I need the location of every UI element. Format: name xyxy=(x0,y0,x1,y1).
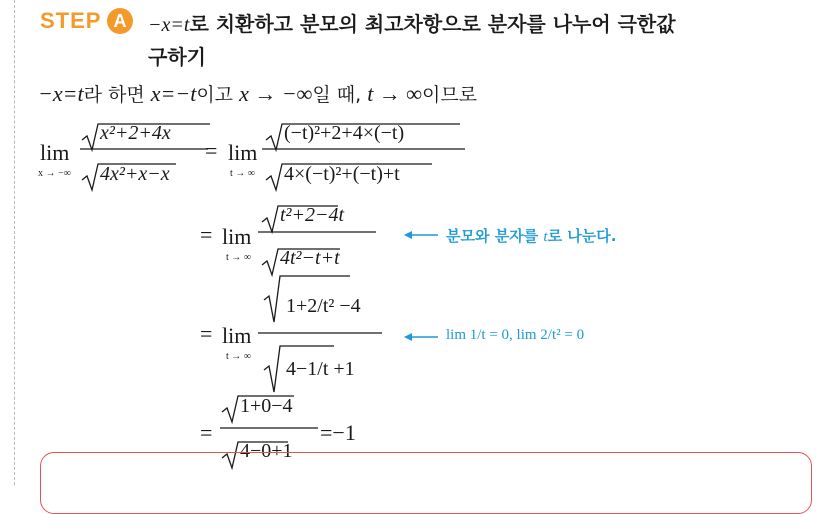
arrow-2-head xyxy=(404,333,412,341)
frac-4-num: 1+2/t² −4 xyxy=(286,295,361,317)
frac-2-den: 4×(−t)²+(−t)+t xyxy=(284,163,400,185)
intro-sub: −x=t xyxy=(38,81,84,106)
intro-text-1: 라 하면 xyxy=(83,84,151,106)
eq-1: = xyxy=(205,138,218,163)
lim-3-sub: t → ∞ xyxy=(226,252,251,263)
equation-line-3 xyxy=(200,276,382,392)
step-label: STEP xyxy=(40,8,102,33)
intro-text-3: 일 때, xyxy=(312,84,368,106)
result: =−1 xyxy=(320,420,356,445)
annotation-limits: lim 1/t = 0, lim 2/t² = 0 xyxy=(446,327,585,343)
equation-line-2 xyxy=(200,204,376,275)
frac-2-num: (−t)²+2+4×(−t) xyxy=(284,122,405,144)
frac-3-num: t²+2−4t xyxy=(280,204,345,226)
step-letter-circle: A xyxy=(107,8,133,34)
heading-math: −x=t xyxy=(148,14,190,36)
frac-1-num: x²+2+4x xyxy=(100,122,171,144)
annotation-1-text2: 로 나눈다. xyxy=(547,227,617,245)
frac-4-den: 4−1/t +1 xyxy=(286,358,355,380)
intro-x-limit: x → −∞ xyxy=(239,81,313,106)
frac-5-den: 4−0+1 xyxy=(240,440,293,462)
annotation-1-text: 분모와 분자를 xyxy=(446,227,544,245)
lim-3: lim xyxy=(222,224,252,249)
eq-2: = xyxy=(200,222,213,247)
equation-line-1 xyxy=(38,122,465,190)
lim-1: lim xyxy=(40,140,70,165)
heading-text-1: 로 치환하고 분모의 최고차항으로 분자를 나누어 극한값 xyxy=(189,12,676,36)
annotation-arrows xyxy=(404,231,438,341)
lim-4: lim xyxy=(222,323,252,348)
intro-text-2: 이고 xyxy=(196,84,240,106)
eq-4: = xyxy=(200,420,213,445)
frac-5-num: 1+0−4 xyxy=(240,395,293,417)
next-section-box xyxy=(40,452,812,514)
lim-2-sub: t → ∞ xyxy=(230,168,255,179)
annotation-divide xyxy=(446,225,616,246)
frac-1-den: 4x²+x−x xyxy=(100,163,170,185)
lim-1-sub: x → −∞ xyxy=(38,168,71,179)
intro-t-limit: t → ∞ xyxy=(367,81,422,106)
annotation-1-var: t xyxy=(543,229,548,245)
intro-x: x=−t xyxy=(150,81,197,106)
arrow-1-head xyxy=(404,231,412,239)
lim-4-sub: t → ∞ xyxy=(226,351,251,362)
eq-3: = xyxy=(200,321,213,346)
lim-2: lim xyxy=(228,140,258,165)
frac-3-den: 4t²−t+t xyxy=(280,247,340,269)
heading-text-2: 구하기 xyxy=(148,45,206,69)
intro-text-4: 이므로 xyxy=(421,84,478,106)
